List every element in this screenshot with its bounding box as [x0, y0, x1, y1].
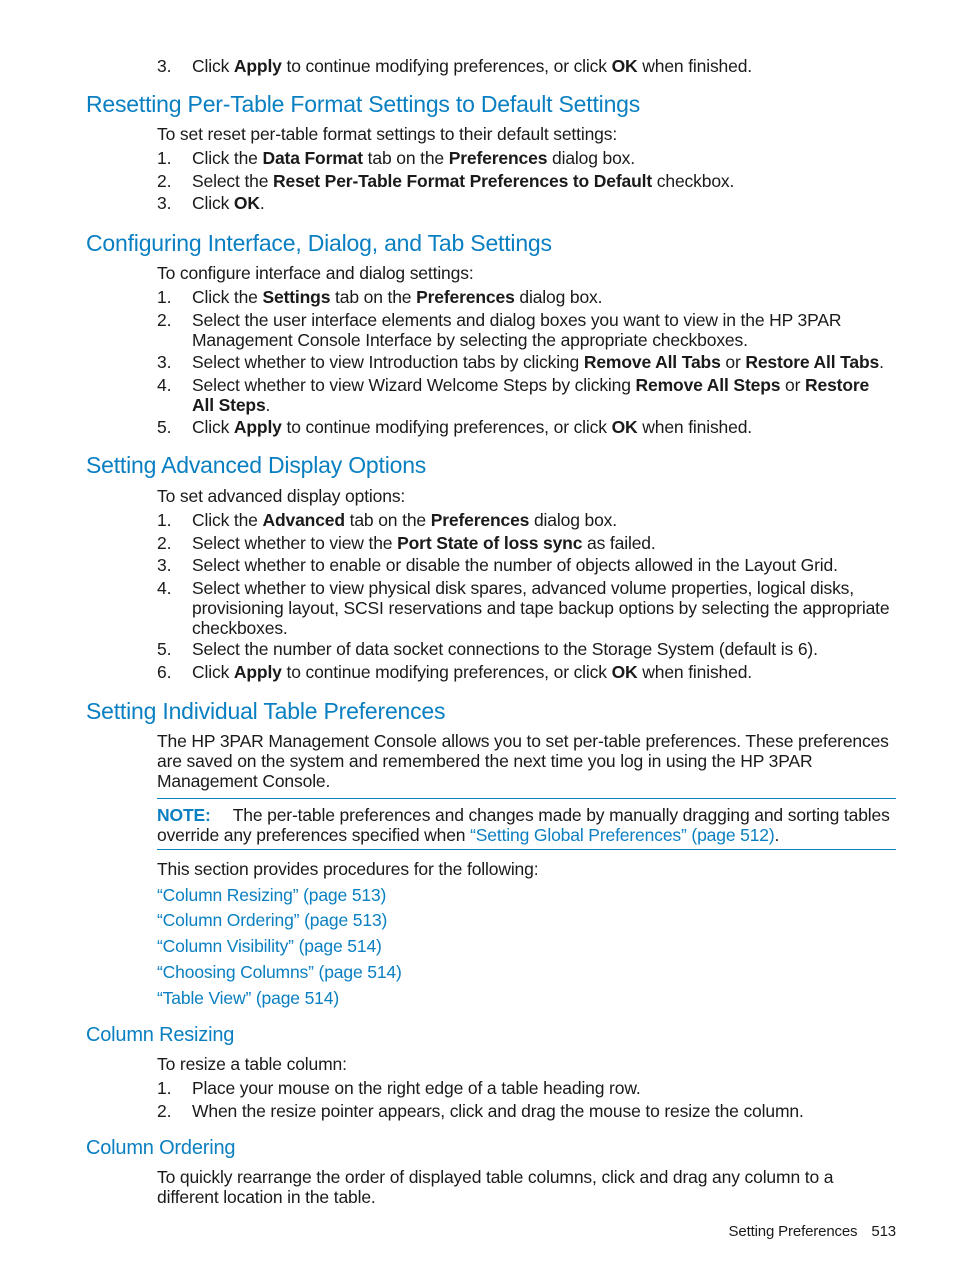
step-number: 4.: [157, 375, 172, 395]
footer-section-title: Setting Preferences: [728, 1223, 858, 1240]
step-text: Click the Data Format tab on the Preferences dialog box.: [192, 148, 635, 168]
step-number: 2.: [157, 310, 172, 330]
section-intro: To set reset per-table format settings to their default settings:: [157, 124, 618, 144]
step-text: Click OK.: [192, 193, 265, 213]
subsection-heading: Column Resizing: [86, 1024, 235, 1046]
step-text: Select the Reset Per-Table Format Preferences to Default checkbox.: [192, 171, 735, 191]
section-intro: To set advanced display options:: [157, 486, 406, 506]
step-text: Select whether to view physical disk spares, advanced volume properties, logical disks, provisioning layout, SCSI reservations and tape backup options by selecting the appropriate checkboxes.: [192, 578, 890, 638]
note-link[interactable]: “Setting Global Preferences” (page 512): [470, 825, 775, 845]
step-number: 6.: [157, 662, 172, 682]
step-number: 3.: [157, 56, 172, 76]
link-column-resizing[interactable]: “Column Resizing” (page 513): [157, 885, 387, 905]
step-number: 5.: [157, 639, 172, 659]
step-text: Select the number of data socket connections to the Storage System (default is 6).: [192, 639, 818, 659]
step-number: 3.: [157, 352, 172, 372]
step-number: 2.: [157, 171, 172, 191]
page-footer: [715, 1222, 896, 1242]
section-intro: To resize a table column:: [157, 1054, 347, 1074]
section-heading: Resetting Per-Table Format Settings to Default Settings: [86, 91, 641, 117]
note-label: NOTE:: [157, 805, 211, 825]
subsection-heading: Column Ordering: [86, 1137, 236, 1159]
section-paragraph: To quickly rearrange the order of displayed table columns, click and drag any column to a different location in the table.: [157, 1167, 834, 1207]
step-text: Click Apply to continue modifying preferences, or click OK when finished.: [192, 56, 753, 76]
page-number: 513: [871, 1223, 896, 1240]
step-text: Click the Settings tab on the Preferences dialog box.: [192, 287, 603, 307]
step-text: Click Apply to continue modifying preferences, or click OK when finished.: [192, 662, 753, 682]
step-number: 1.: [157, 148, 172, 168]
link-list-intro: This section provides procedures for the following:: [157, 859, 539, 879]
step-number: 3.: [157, 193, 172, 213]
step-text: Select whether to view Introduction tabs by clicking Remove All Tabs or Restore All Tabs.: [192, 352, 884, 372]
section-heading: Configuring Interface, Dialog, and Tab Settings: [86, 230, 552, 256]
step-text: Click Apply to continue modifying preferences, or click OK when finished.: [192, 417, 753, 437]
step-text: Select the user interface elements and dialog boxes you want to view in the HP 3PAR Management Console Interface by selecting the appropriate checkboxes.: [192, 310, 842, 350]
note-text: The per-table preferences and changes made by manually dragging and sorting tables override any preferences specified when: [157, 805, 890, 845]
step-number: 5.: [157, 417, 172, 437]
note-box: NOTE: The per-table preferences and changes made by manually dragging and sorting tables override any preferences specified when “Setting Global Preferences” (page 512).: [157, 798, 896, 850]
link-choosing-columns[interactable]: “Choosing Columns” (page 514): [157, 962, 402, 982]
step-number: 2.: [157, 533, 172, 553]
section-intro: To configure interface and dialog settings:: [157, 263, 474, 283]
step-text: Place your mouse on the right edge of a table heading row.: [192, 1078, 641, 1098]
step-number: 1.: [157, 1078, 172, 1098]
step-number: 1.: [157, 510, 172, 530]
step-number: 1.: [157, 287, 172, 307]
step-number: 2.: [157, 1101, 172, 1121]
section-heading: Setting Advanced Display Options: [86, 452, 427, 478]
step-number: 3.: [157, 555, 172, 575]
step-text: When the resize pointer appears, click and drag the mouse to resize the column.: [192, 1101, 804, 1121]
section-paragraph: The HP 3PAR Management Console allows you to set per-table preferences. These preferences are saved on the system and remembered the next time you log in using the HP 3PAR Management Console.: [157, 731, 889, 791]
step-text: Click the Advanced tab on the Preferences dialog box.: [192, 510, 617, 530]
section-heading: Setting Individual Table Preferences: [86, 698, 446, 724]
step-text: Select whether to enable or disable the number of objects allowed in the Layout Grid.: [192, 555, 838, 575]
link-column-ordering[interactable]: “Column Ordering” (page 513): [157, 910, 388, 930]
link-table-view[interactable]: “Table View” (page 514): [157, 988, 340, 1008]
step-number: 4.: [157, 578, 172, 598]
link-column-visibility[interactable]: “Column Visibility” (page 514): [157, 936, 382, 956]
step-text: Select whether to view the Port State of loss sync as failed.: [192, 533, 656, 553]
step-text: Select whether to view Wizard Welcome Steps by clicking Remove All Steps or Restore All Steps.: [192, 375, 870, 415]
